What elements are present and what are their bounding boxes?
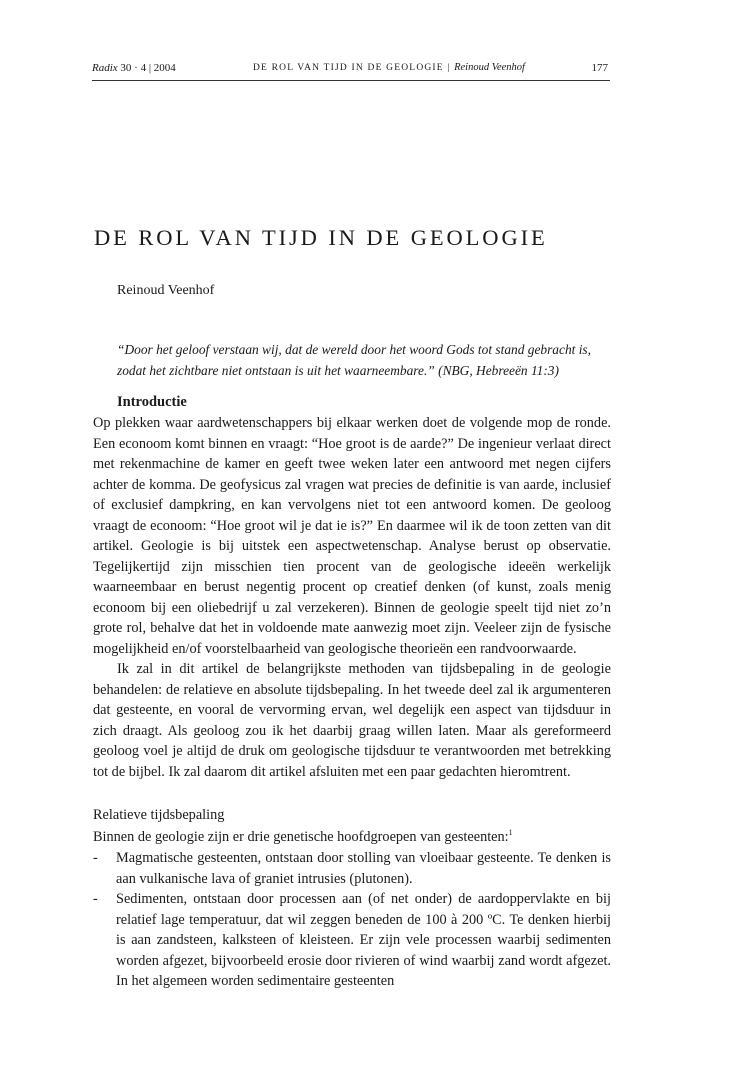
- relatieve-intro-text: Binnen de geologie zijn er drie genetische hoofdgroepen van gesteenten:: [93, 829, 509, 845]
- issue-info: 30 · 4 | 2004: [120, 62, 176, 74]
- running-head-author: Reinoud Veenhof: [454, 62, 525, 73]
- footnote-reference[interactable]: 1: [508, 828, 513, 838]
- running-head-article-title: DE ROL VAN TIJD IN DE GEOLOGIE: [253, 63, 444, 73]
- list-item-text: Magmatische gesteenten, ontstaan door stolling van vloeibaar gesteente. Te denken is aan vulkanische lava of graniet intrusies (plutonen).: [116, 850, 611, 887]
- author-name: Reinoud Veenhof: [117, 283, 215, 298]
- list-dash: -: [93, 850, 98, 866]
- epigraph-quote: “Door het geloof verstaan wij, dat de wereld door het woord Gods tot stand gebracht is, zodat het zichtbare niet ontstaan is uit het waarneembare.” (NBG, Hebreeën 11:3): [117, 342, 591, 378]
- intro-paragraph-1: Op plekken waar aardwetenschappers bij elkaar werken doet de volgende mop de ronde. Een econoom komt binnen en vraagt: “Hoe groot is de aarde?” De ingenieur verlaat direct met rekenmachine de kamer en geeft twee weken later een antwoord met negen cijfers achter de komma. De geofysicus zal vragen wat precies de definitie is van aarde, inclusief of exclusief dampkring, en kan vervolgens niet tot een antwoord komen. De geoloog vraagt de econoom: “Hoe groot wil je dat ie is?” En daarmee wil ik de toon zetten van dit artikel. Geologie is bij uitstek een aspectwetenschap. Analyse berust op observatie. Tegelijkertijd zijn misschien tien procent van de geologische ideeën werkelijk waarneembaar en berust negentig procent op creatief denken (of kunst, zoals menig econoom bij een oliebedrijf u zal verzekeren). Binnen de geologie speelt tijd niet zo’n grote rol, behalve dat het in voldoende mate aanwezig moet zijn. Veeleer zijn de fysische mogelijkheid en/of voorstelbaarheid van geologische theorieën een randvoorwaarde.: [93, 415, 611, 657]
- list-dash: -: [93, 891, 98, 907]
- running-head-journal: [92, 62, 176, 74]
- section-heading-relatieve-tijdsbepaling: Relatieve tijdsbepaling: [93, 807, 225, 823]
- relatieve-intro: [93, 827, 611, 848]
- section-heading-introductie: Introductie: [117, 394, 187, 410]
- running-head-separator: |: [447, 63, 451, 73]
- running-head: [92, 62, 610, 81]
- list-item: [93, 848, 611, 889]
- page-number: 177: [591, 62, 608, 74]
- list-item-text: Sedimenten, ontstaan door processen aan (of net onder) de aardoppervlakte en bij relatief lage temperatuur, dat wil zeggen beneden de 100 à 200 ºC. Te denken hierbij is aan zandsteen, kalksteen of kleisteen. Er zijn vele processen waarbij sedimenten worden afgezet, bijvoorbeeld erosie door rivieren of wind waarbij zand wordt afgezet. In het algemeen worden sedimentaire gesteenten: [116, 891, 611, 989]
- article-title: DE ROL VAN TIJD IN DE GEOLOGIE: [94, 225, 548, 250]
- running-head-title: [253, 62, 525, 73]
- intro-paragraph-2: Ik zal in dit artikel de belangrijkste methoden van tijdsbepaling in de geologie behandelen: de relatieve en absolute tijdsbepaling. In het tweede deel zal ik argumenteren dat gesteente, en vooral de vervorming ervan, wel degelijk een aspect van tijdsduur in zich draagt. Als geoloog zou ik het daarbij graag willen laten. Maar als gereformeerd geoloog voel je altijd de druk om geologische tijdsduur te verantwoorden met betrekking tot de bijbel. Ik zal daarom dit artikel afsluiten met een paar gedachten hieromtrent.: [93, 661, 611, 780]
- journal-name: Radix: [92, 62, 118, 74]
- list-item: [93, 889, 611, 992]
- rock-groups-list: [93, 848, 611, 992]
